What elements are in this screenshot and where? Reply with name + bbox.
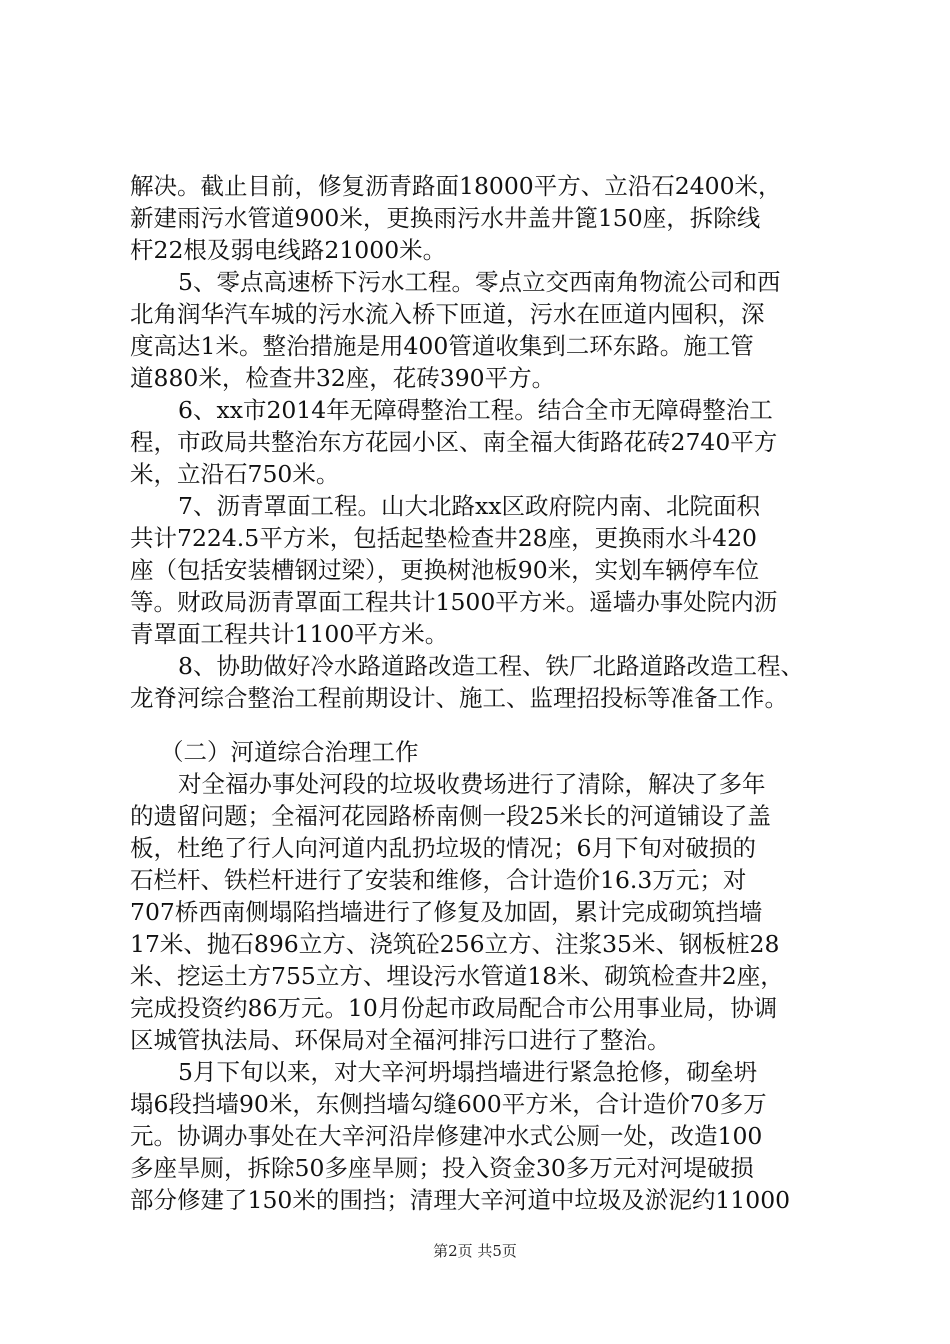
paragraph-6	[130, 394, 855, 490]
paragraph-gap	[130, 714, 855, 736]
paragraph-7	[130, 490, 855, 650]
text-line: 板，杜绝了行人向河道内乱扔垃圾的情况；6月下旬对破损的	[130, 834, 756, 862]
text-line: 度高达1米。整治措施是用400管道收集到二环东路。施工管	[130, 332, 754, 360]
text-line: 区城管执法局、环保局对全福河排污口进行了整治。	[130, 1026, 671, 1054]
text-line: 元。协调办事处在大辛河沿岸修建冲水式公厕一处，改造100	[130, 1122, 763, 1150]
text-line: 完成投资约86万元。10月份起市政局配合市公用事业局，协调	[130, 994, 778, 1022]
text-line: 8、协助做好冷水路道路改造工程、铁厂北路道路改造工程、	[178, 652, 804, 680]
text-line: 道880米，检查井32座，花砖390平方。	[130, 364, 556, 392]
text-line: 新建雨污水管道900米，更换雨污水井盖井篦150座，拆除线	[130, 204, 761, 232]
text-line: 多座旱厕，拆除50多座旱厕；投入资金30多万元对河堤破损	[130, 1154, 754, 1182]
text-line: 北角润华汽车城的污水流入桥下匝道，污水在匝道内囤积，深	[130, 300, 765, 328]
text-line: 塌6段挡墙90米，东侧挡墙勾缝600平方米，合计造价70多万	[130, 1090, 767, 1118]
text-line: 石栏杆、铁栏杆进行了安装和维修，合计造价16.3万元；对	[130, 866, 747, 894]
page-footer: 第2页 共5页	[433, 1242, 517, 1260]
text-line: 共计7224.5平方米，包括起垫检查井28座，更换雨水斗420	[130, 524, 757, 552]
text-line: 米，立沿石750米。	[130, 460, 340, 488]
text-line: 等。财政局沥青罩面工程共计1500平方米。遥墙办事处院内沥	[130, 588, 778, 616]
text-line: 的遗留问题；全福河花园路桥南侧一段25米长的河道铺设了盖	[130, 802, 771, 830]
text-line: 707桥西南侧塌陷挡墙进行了修复及加固，累计完成砌筑挡墙	[130, 898, 763, 926]
text-line: 5月下旬以来，对大辛河坍塌挡墙进行紧急抢修，砌垒坍	[178, 1058, 757, 1086]
text-line: 杆22根及弱电线路21000米。	[130, 236, 447, 264]
text-line: 解决。截止目前，修复沥青路面18000平方、立沿石2400米，	[130, 172, 782, 200]
text-line: 龙脊河综合整治工程前期设计、施工、监理招投标等准备工作。	[130, 684, 788, 712]
paragraph-5	[130, 266, 855, 394]
paragraph-8	[130, 650, 855, 714]
paragraph-river-1	[130, 768, 855, 1056]
text-line: 6、xx市2014年无障碍整治工程。结合全市无障碍整治工	[178, 396, 773, 424]
paragraph-4-continued	[130, 170, 855, 266]
paragraph-river-2	[130, 1056, 855, 1216]
text-line: 7、沥青罩面工程。山大北路xx区政府院内南、北院面积	[178, 492, 760, 520]
text-line: 米、挖运土方755立方、埋设污水管道18米、砌筑检查井2座，	[130, 962, 784, 990]
text-line: 青罩面工程共计1100平方米。	[130, 620, 449, 648]
text-line: 对全福办事处河段的垃圾收费场进行了清除，解决了多年	[178, 770, 766, 798]
text-line: 座（包括安装槽钢过梁），更换树池板90米，实划车辆停车位	[130, 556, 760, 584]
text-line: 17米、抛石896立方、浇筑砼256立方、注浆35米、钢板桩28	[130, 930, 780, 958]
text-line: 部分修建了150米的围挡；清理大辛河道中垃圾及淤泥约11000	[130, 1186, 791, 1214]
text-line: 5、零点高速桥下污水工程。零点立交西南角物流公司和西	[178, 268, 781, 296]
section-heading: （二）河道综合治理工作	[160, 738, 419, 766]
document-body	[130, 170, 855, 1216]
text-line: 程，市政局共整治东方花园小区、南全福大街路花砖2740平方	[130, 428, 778, 456]
